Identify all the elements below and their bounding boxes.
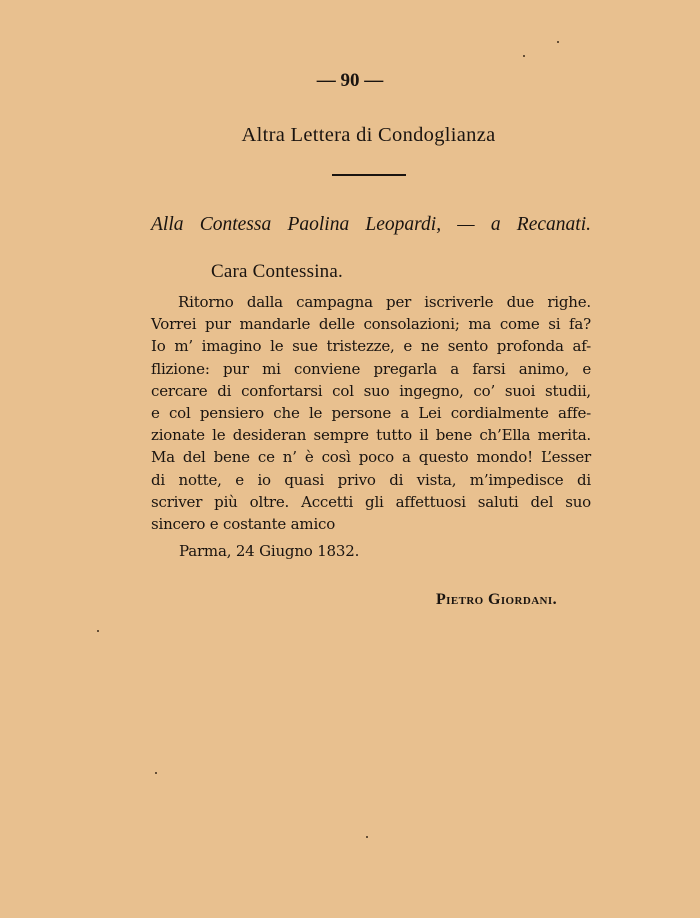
body-line: Vorrei pur mandarle delle consolazioni; ma come si fa?: [151, 315, 591, 334]
letter-salutation: Cara Contessina.: [211, 261, 343, 282]
page-number: — 90 —: [316, 70, 384, 91]
body-line: e col pensiero che le persone a Lei cordialmente affe-: [151, 404, 591, 423]
letter-addressee: Alla Contessa Paolina Leopardi, — a Recanati.: [151, 214, 591, 235]
title-divider: [332, 174, 406, 176]
letter-date: Parma, 24 Giugno 1832.: [179, 542, 360, 560]
body-line: sincero e costante amico: [151, 515, 336, 534]
paper-speck: [155, 772, 157, 774]
body-line: scriver più oltre. Accetti gli affettuosi saluti del suo: [151, 492, 591, 511]
paper-speck: [523, 55, 525, 57]
body-line: Ma del bene ce n’ è così poco a questo mondo! L’esser: [151, 448, 591, 467]
letter-title: Altra Lettera di Condoglianza: [241, 124, 496, 146]
paper-speck: [557, 41, 559, 43]
paper-speck: [366, 836, 368, 838]
body-line: flizione: pur mi conviene pregarla a farsi animo, e: [151, 359, 591, 378]
paper-speck: [97, 630, 99, 632]
body-line: Io m’ imagino le sue tristezze, e ne sento profonda af-: [151, 337, 591, 356]
body-line: Ritorno dalla campagna per iscriverle due righe.: [178, 293, 591, 311]
body-line: cercare di confortarsi col suo ingegno, co’ suoi studii,: [151, 381, 591, 400]
letter-body: [151, 291, 591, 535]
body-line: zionate le desideran sempre tutto il bene ch’Ella merita.: [151, 426, 591, 445]
letter-signature: Pietro Giordani.: [436, 591, 557, 608]
body-line: di notte, e io quasi privo di vista, m’impedisce di: [151, 470, 591, 489]
